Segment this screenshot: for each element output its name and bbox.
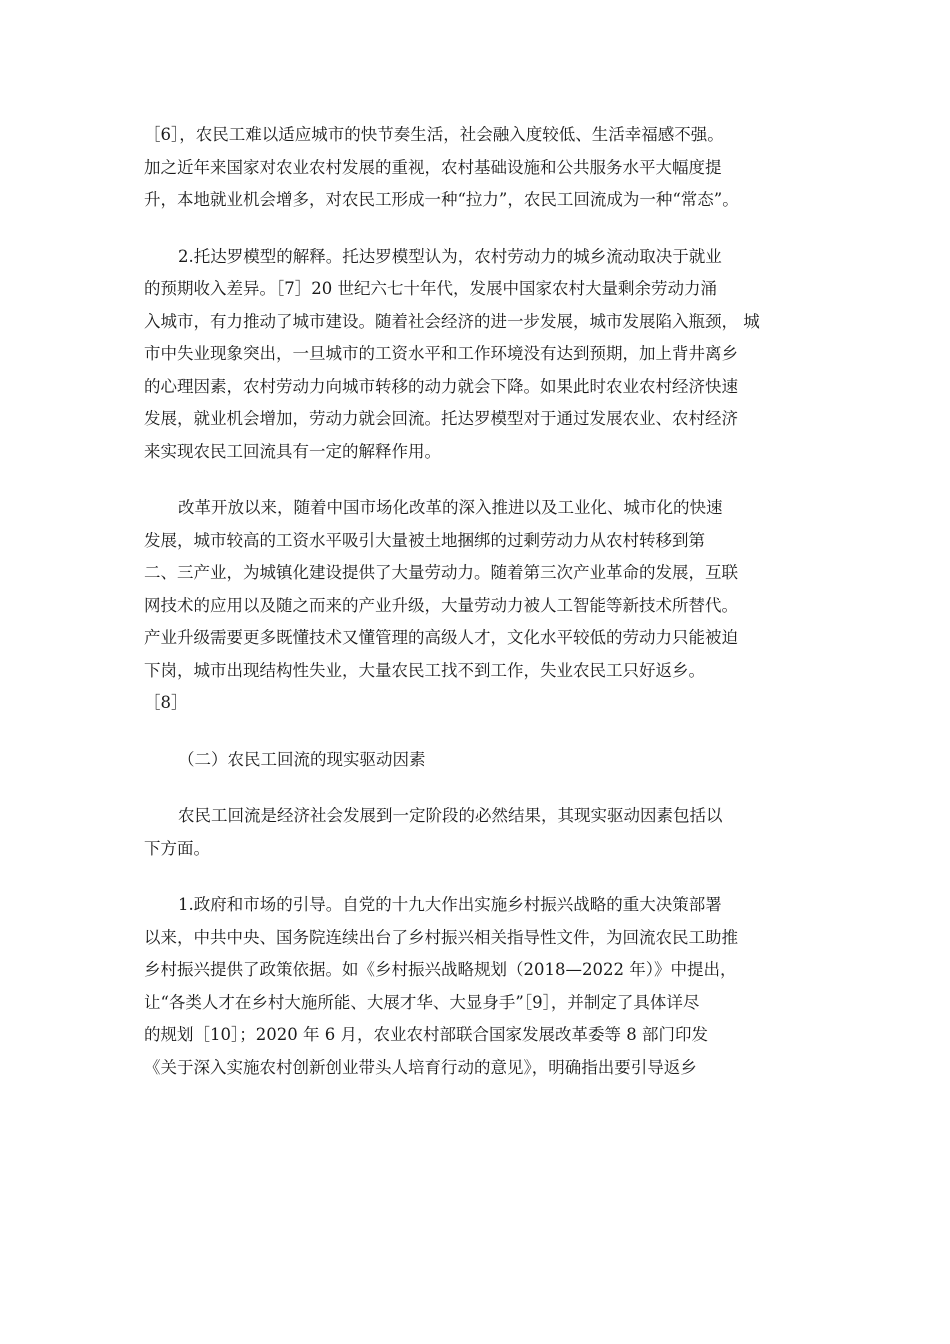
text-line: 乡村振兴提供了政策依据。如《乡村振兴战略规划（2018—2022 年）》中提出， <box>144 960 737 979</box>
paragraph-1 <box>144 119 814 217</box>
paragraph-4 <box>144 800 814 865</box>
section-heading: （二）农民工回流的现实驱动因素 <box>178 749 426 769</box>
text-line: 二、三产业，为城镇化建设提供了大量劳动力。随着第三次产业革命的发展，互联 <box>144 563 738 582</box>
text-line: 改革开放以来，随着中国市场化改革的深入推进以及工业化、城市化的快速 <box>178 498 723 517</box>
text-line: 发展，城市较高的工资水平吸引大量被土地捆绑的过剩劳动力从农村转移到第 <box>144 530 705 550</box>
text-line: 发展，就业机会增加，劳动力就会回流。托达罗模型对于通过发展农业、农村经济 <box>144 409 738 428</box>
text-line: 1.政府和市场的引导。自党的十九大作出实施乡村振兴战略的重大决策部署 <box>178 895 722 914</box>
paragraph-3 <box>144 492 814 720</box>
paragraph-5 <box>144 889 814 1084</box>
text-line: 下岗，城市出现结构性失业，大量农民工找不到工作，失业农民工只好返乡。 <box>144 660 705 680</box>
text-line: 来实现农民工回流具有一定的解释作用。 <box>144 441 441 461</box>
text-line: 加之近年来国家对农业农村发展的重视，农村基础设施和公共服务水平大幅度提 <box>144 157 722 177</box>
text-line: ［8］ <box>144 693 188 712</box>
text-line: ［6］，农民工难以适应城市的快节奏生活，社会融入度较低、生活幸福感不强。 <box>144 125 724 144</box>
text-line: 农民工回流是经济社会发展到一定阶段的必然结果，其现实驱动因素包括以 <box>178 806 723 825</box>
text-line: 网技术的应用以及随之而来的产业升级，大量劳动力被人工智能等新技术所替代。 <box>144 595 738 615</box>
text-line: 的预期收入差异。［7］20 世纪六七十年代，发展中国家农村大量剩余劳动力涌 <box>144 279 717 298</box>
document-page <box>144 119 814 1108</box>
text-line: 产业升级需要更多既懂技术又懂管理的高级人才，文化水平较低的劳动力只能被迫 <box>144 628 738 647</box>
text-line: 的规划［10］；2020 年 6 月，农业农村部联合国家发展改革委等 8 部门印发 <box>144 1025 708 1044</box>
text-line: 升，本地就业机会增多，对农民工形成一种“拉力”，农民工回流成为一种“常态”。 <box>144 190 739 209</box>
text-line: 以来，中共中央、国务院连续出台了乡村振兴相关指导性文件，为回流农民工助推 <box>144 927 738 947</box>
text-line: 让“各类人才在乡村大施所能、大展才华、大显身手”［9］，并制定了具体详尽 <box>144 992 700 1012</box>
text-line: 市中失业现象突出，一旦城市的工资水平和工作环境没有达到预期，加上背井离乡 <box>144 344 738 363</box>
text-line: 入城市，有力推动了城市建设。随着社会经济的进一步发展，城市发展陷入瓶颈， 城 <box>144 311 760 331</box>
text-line: 《关于深入实施农村创新创业带头人培育行动的意见》，明确指出要引导返乡 <box>144 1057 697 1077</box>
text-line: 的心理因素，农村劳动力向城市转移的动力就会下降。如果此时农业农村经济快速 <box>144 376 738 396</box>
text-line: 2.托达罗模型的解释。托达罗模型认为，农村劳动力的城乡流动取决于就业 <box>178 246 722 266</box>
text-line: 下方面。 <box>144 838 210 858</box>
paragraph-2 <box>144 241 814 469</box>
